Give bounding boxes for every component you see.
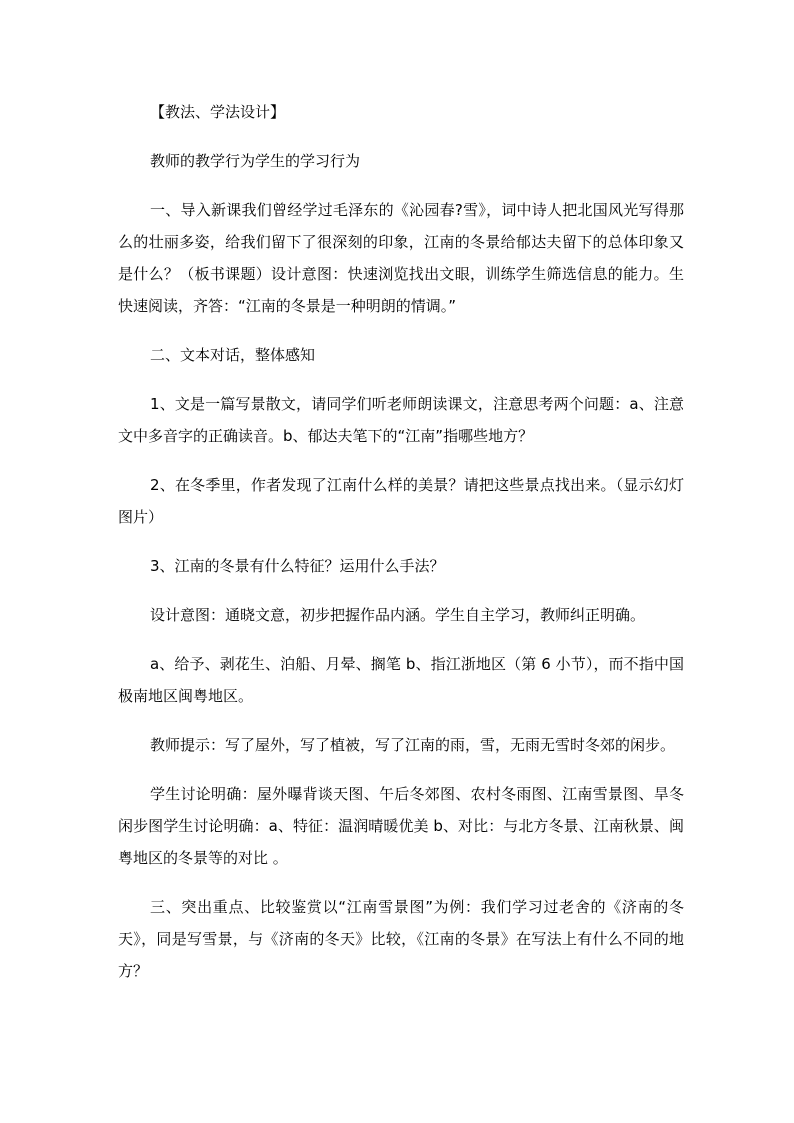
paragraph: 2、在冬季里，作者发现了江南什么样的美景？请把这些景点找出来。（显示幻灯图片） — [118, 476, 684, 526]
section-heading: 【教法、学法设计】 — [150, 103, 286, 121]
paragraph: 1、文是一篇写景散文，请同学们听老师朗读课文，注意思考两个问题：a、注意文中多音字的正确读音。b、郁达夫笔下的“江南”指哪些地方？ — [118, 395, 684, 445]
paragraph: 一、导入新课我们曾经学过毛泽东的《沁园春?雪》，词中诗人把北国风光写得那么的壮丽多姿，给我们留下了很深刻的印象，江南的冬景给郁达夫留下的总体印象又是什么？（板书课题）设计意图：快速浏览找出文眼，训练学生筛选信息的能力。生快速阅读，齐答：“江南的冬景是一种明朗的情调。” — [118, 201, 684, 315]
paragraph: a、给予、剥花生、泊船、月晕、搁笔 b、指江浙地区（第 6 小节），而不指中国极南地区闽粤地区。 — [118, 655, 684, 705]
paragraph: 教师的教学行为学生的学习行为 — [150, 152, 361, 170]
paragraph: 教师提示：写了屋外，写了植被，写了江南的雨，雪，无雨无雪时冬郊的闲步。 — [150, 736, 676, 754]
paragraph: 三、突出重点、比较鉴赏以“江南雪景图”为例：我们学习过老舍的《济南的冬天》，同是写雪景，与《济南的冬天》比较，《江南的冬景》在写法上有什么不同的地方？ — [118, 898, 684, 980]
paragraph: 二、文本对话，整体感知 — [150, 346, 316, 364]
paragraph: 学生讨论明确：屋外曝背谈天图、午后冬郊图、农村冬雨图、江南雪景图、旱冬闲步图学生讨论明确：a、特征：温润晴暖优美 b、对比：与北方冬景、江南秋景、闽粤地区的冬景等的对比 。 — [118, 785, 684, 867]
paragraph: 3、江南的冬景有什么特征？运用什么手法？ — [150, 557, 445, 575]
document-body — [118, 96, 684, 1004]
paragraph: 设计意图：通晓文意，初步把握作品内涵。学生自主学习，教师纠正明确。 — [150, 606, 646, 624]
